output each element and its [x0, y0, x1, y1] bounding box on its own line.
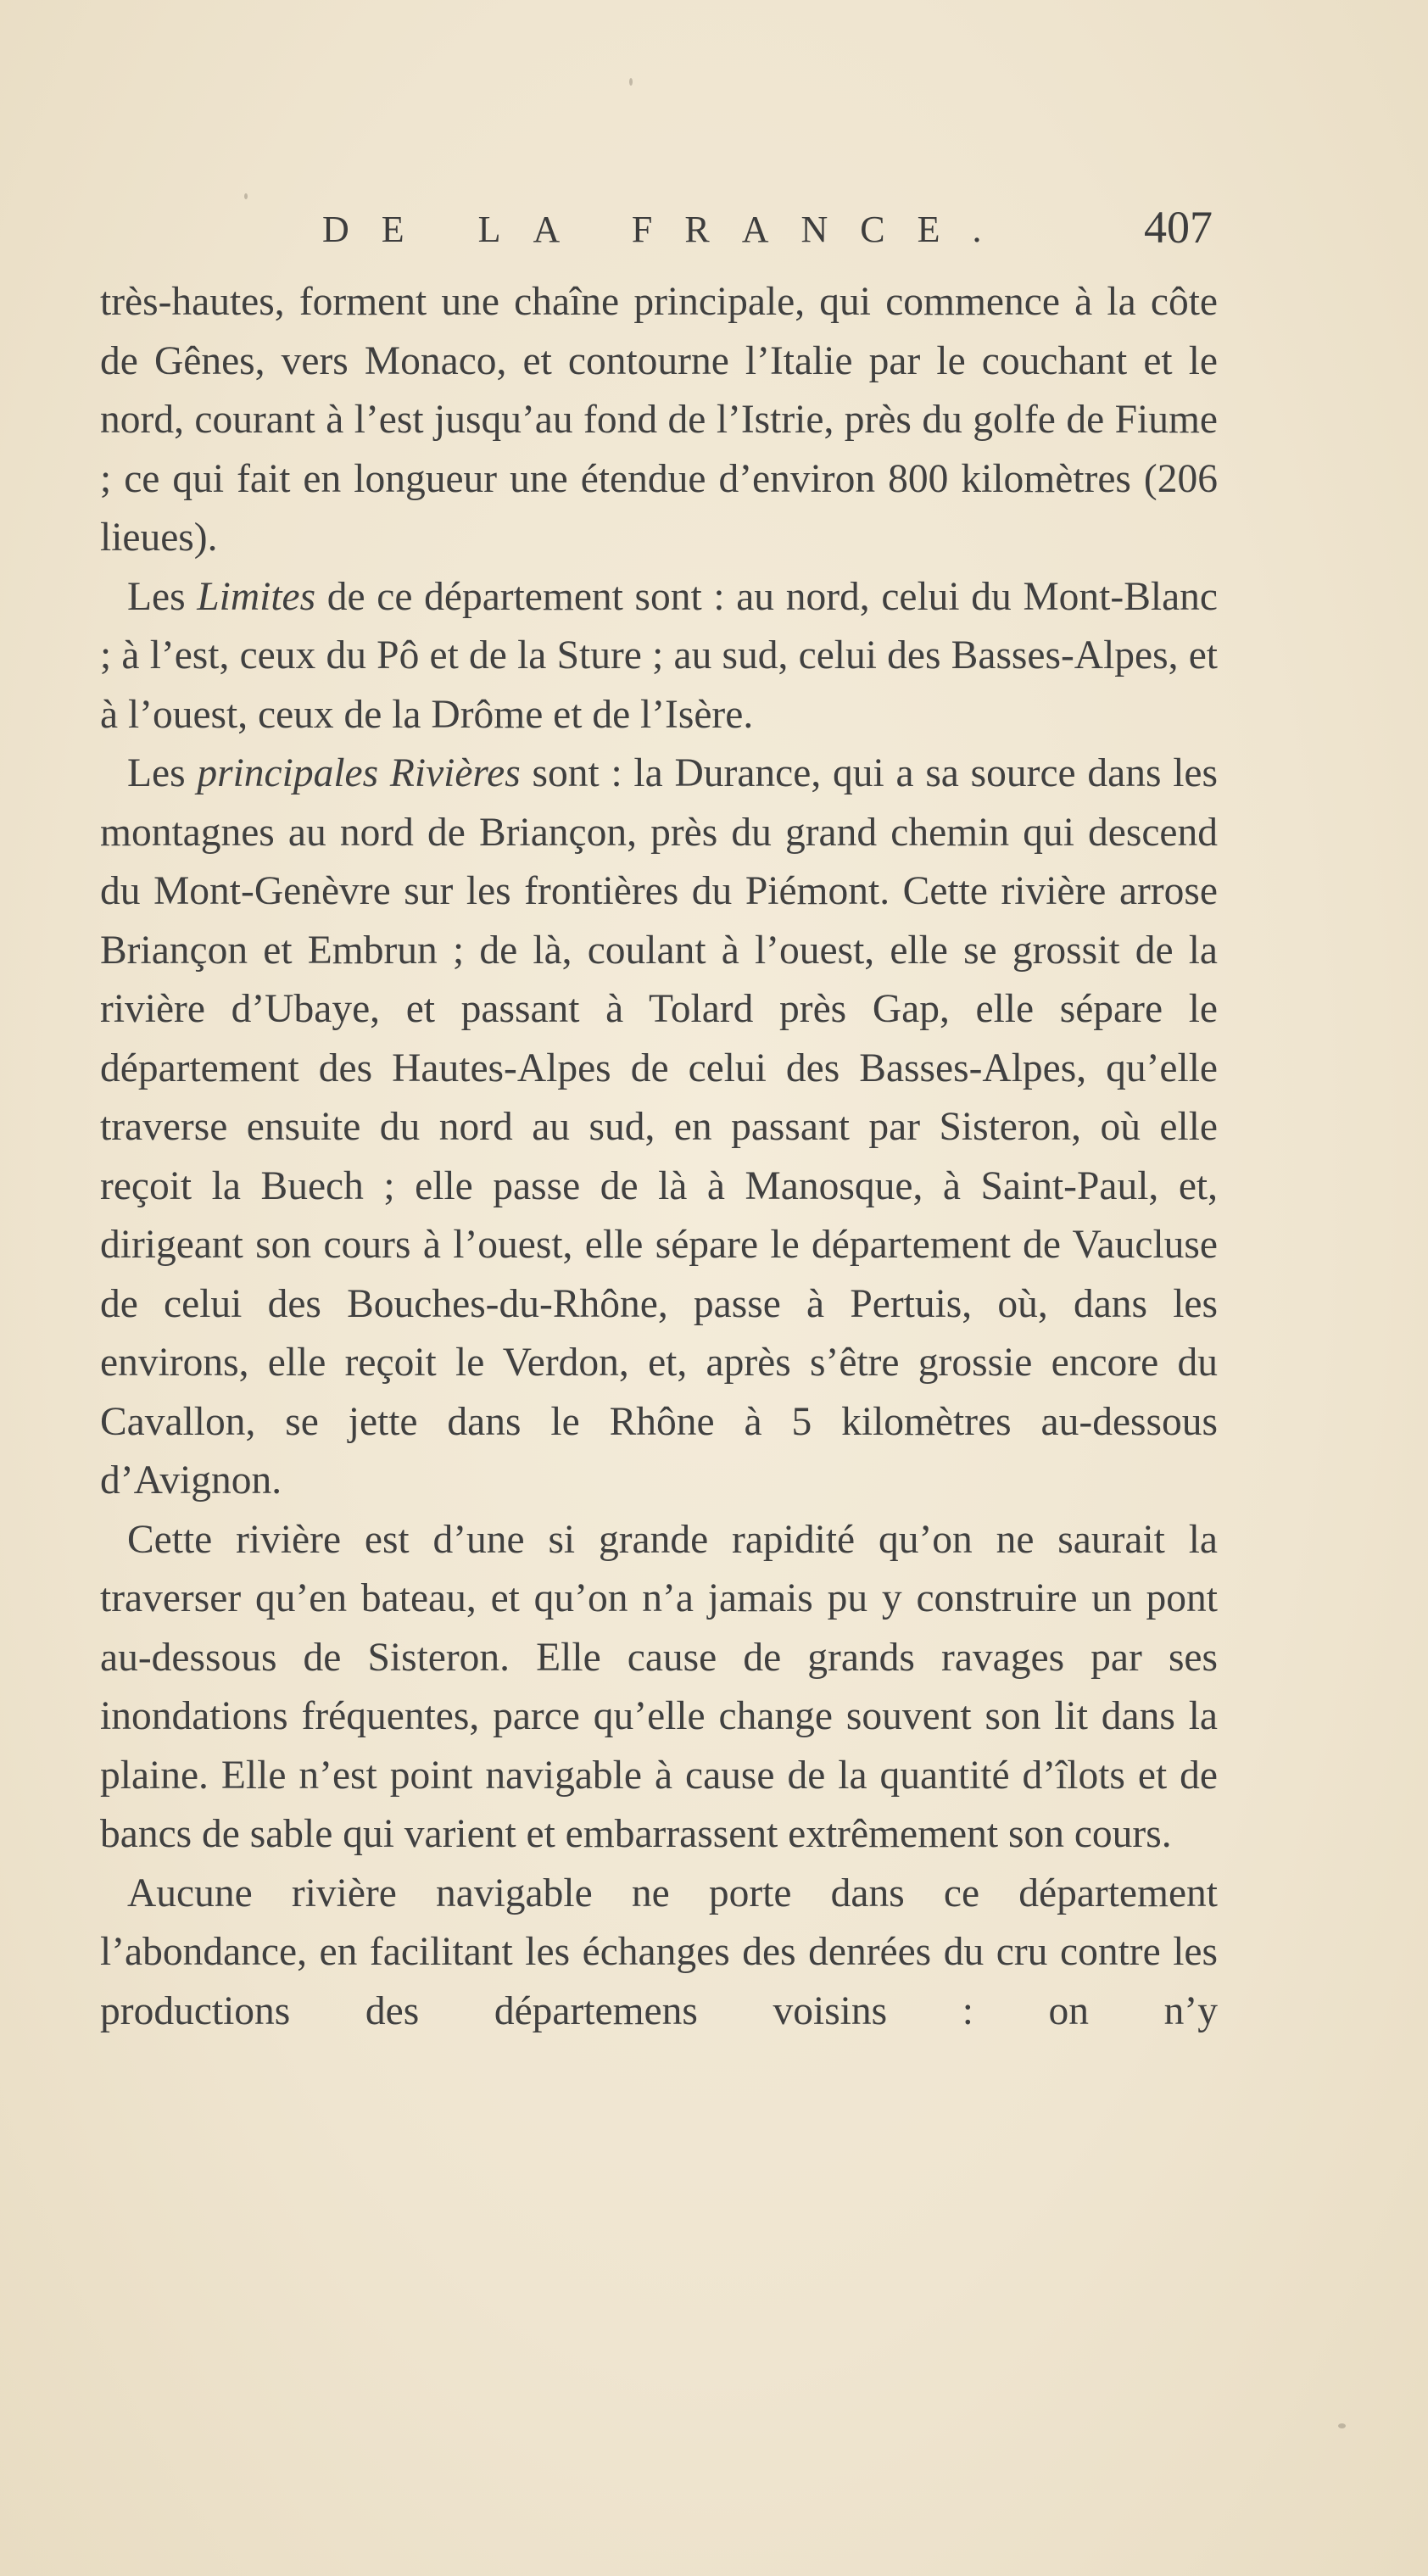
paper-speck — [629, 78, 633, 86]
text-run: sont : la Durance, qui a sa source dans les montagnes au nord de Briançon, près du grand chemin qui descend du Mont-Genèvre sur les frontières du Piémont. Cette rivière arrose Briançon et Embrun ; de là, coulant à l’ouest, elle se grossit de la rivière d’Ubaye, et passant à Tolard près Gap, elle sépare le département des Hautes-Alpes de celui des Basses-Alpes, qu’elle traverse ensuite du nord au sud, en passant par Sisteron, où elle reçoit la Buech ; elle passe de là à Manosque, à Saint-Paul, et, dirigeant son cours à l’ouest, elle sépare le département de Vaucluse de celui des Bouches-du-Rhône, passe à Pertuis, où, dans les environs, elle reçoit le Verdon, et, après s’être grossie encore du Cavallon, se jette dans le Rhône à 5 kilomètres au-dessous d’Avignon. — [100, 751, 1218, 1503]
running-title: DE LA FRANCE. — [322, 209, 1014, 250]
paper-speck — [244, 193, 248, 199]
text-run: Cette rivière est d’une si grande rapidité qu’on ne saurait la traverser qu’en bateau, et qu’on n’a jamais pu y construire un pont au-dessous de Sisteron. Elle cause de grands ravages par ses inondations fréquentes, parce qu’elle change souvent son lit dans la plaine. Elle n’est point navigable à cause de la quantité d’îlots et de bancs de sable qui varient et embarrassent extrêmement son cours. — [100, 1517, 1218, 1856]
text-run: de ce département sont : au nord, celui du Mont-Blanc ; à l’est, ceux du Pô et de la Sture ; au sud, celui des Basses-Alpes, et à l’ouest, ceux de la Drôme et de l’Isère. — [100, 574, 1218, 737]
text-block — [100, 273, 1218, 2041]
text-run: Les — [127, 574, 198, 619]
paper-speck — [1338, 2423, 1346, 2428]
text-run: Les — [127, 751, 198, 795]
page-number: 407 — [1144, 202, 1213, 253]
running-head — [102, 202, 1213, 267]
paragraph — [100, 1511, 1218, 1865]
paragraph — [100, 744, 1218, 1511]
paragraph — [100, 568, 1218, 745]
text-run: Aucune rivière navigable ne porte dans ce département l’abondance, en facilitant les échanges des denrées du cru contre les productions des départemens voisins : on n’y — [100, 1871, 1218, 2033]
italic-term: principales Rivières — [197, 751, 521, 795]
italic-term: Limites — [197, 574, 316, 619]
paragraph — [100, 1865, 1218, 2042]
paragraph — [100, 273, 1218, 568]
text-run: très-hautes, forment une chaîne principale, qui commence à la côte de Gênes, vers Monaco, et contourne l’Italie par le couchant et le nord, courant à l’est jusqu’au fond de l’Istrie, près du golfe de Fiume ; ce qui fait en longueur une étendue d’environ 800 kilomètres (206 lieues). — [100, 280, 1218, 560]
